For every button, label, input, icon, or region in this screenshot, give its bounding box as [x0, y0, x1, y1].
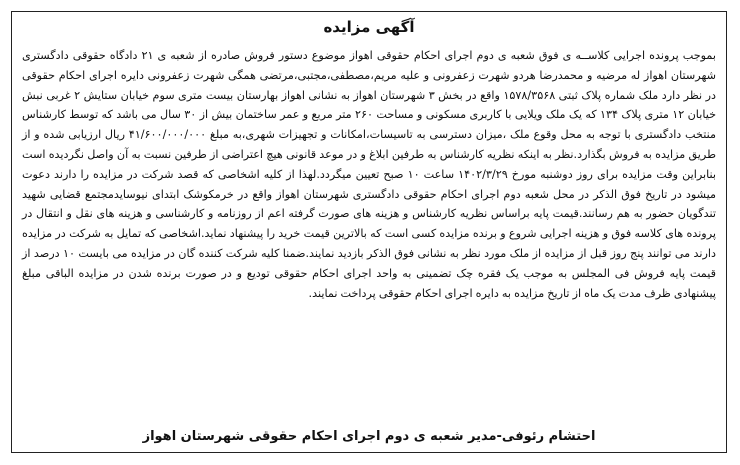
notice-frame: [11, 11, 727, 453]
notice-signature: احتشام رئوفی-مدیر شعبه ی دوم اجرای احکام حقوقی شهرستان اهواز: [142, 429, 596, 444]
notice-title: آگهی مزایده: [323, 18, 415, 36]
notice-body-text: بموجب پرونده اجرایی کلاســه ی فوق شعبه ی دوم اجرای احکام حقوقی اهواز موضوع دستور فروش صادره از شعبه ی ۲۱ دادگاه حقوقی دادگستری شهرستان اهواز له مرضیه و محمدرضا هردو شهرت زعفرونی و علیه مریم،مصطفی،مجتبی،مرتضی همگی شهرت زعفرونی دایره اجرای احکام حقوقی در نظر دارد ملک شماره پلاک ثبتی ۱۵۷۸/۳۵۶۸ واقع در بخش ۳ شهرستان اهواز به نشانی اهواز بهارستان بیست متری سوم خیابان ستایش ۲ غربی نبش خیابان ۱۲ متری پلاک ۱۳۴ که یک ملک ویلایی با کاربری مسکونی و مساحت ۲۶۰ متر مربع و عمر ساختمان بیش از ۳۰ سال می باشد که توسط کارشناس منتخب دادگستری با توجه به محل وقوع ملک ،میزان دسترسی به تاسیسات،امکانات و تجهیزات شهری،به مبلغ ۴۱/۶۰۰/۰۰۰/۰۰۰ ریال ارزیابی شده و از طریق مزایده به فروش بگذارد.نظر به اینکه نظریه کارشناس به طرفین ابلاغ و در موعد قانونی هیچ اعتراضی از طرفین نسبت به آن واصل نگردیده است بنابراین وقت مزایده برای روز دوشنبه مورخ ۱۴۰۲/۳/۲۹ ساعت ۱۰ صبح تعیین میگردد.لهذا از کلیه اشخاصی که قصد شرکت در مزایده را دارند دعوت میشود در تاریخ فوق الذکر در محل شعبه دوم اجرای احکام حقوقی دادگستری شهرستان اهواز واقع در خرمکوشک ابتدای نیوسایدمجتمع قضایی شهید تندگویان حضور به هم رسانند.قیمت پایه براساس نظریه کارشناس و هزینه های صورت گرفته اعم از روزنامه و کارشناسی و هزینه های نقل و انتقال در پرونده های کلاسه فوق و هزینه اجرایی شروع و برنده مزایده کسی است که بالاترین قیمت خرید را پیشنهاد نماید.اشخاصی که تمایل به شرکت در مزایده دارند می توانند پنج روز قبل از مزایده از ملک مورد نظر به نشانی فوق الذکر بازدید نمایند.ضمنا کلیه شرکت کننده گان در مزایده می بایست ۱۰ درصد از قیمت پایه فروش فی المجلس به موجب یک فقره چک تضمینی به واحد اجرای احکام حقوقی تودیع و در صورت برنده شدن در مزایده الباقی مبلغ پیشنهادی ظرف مدت یک ماه از تاریخ مزایده به دایره اجرای احکام حقوقی پرداخت نمایند.: [22, 49, 717, 300]
